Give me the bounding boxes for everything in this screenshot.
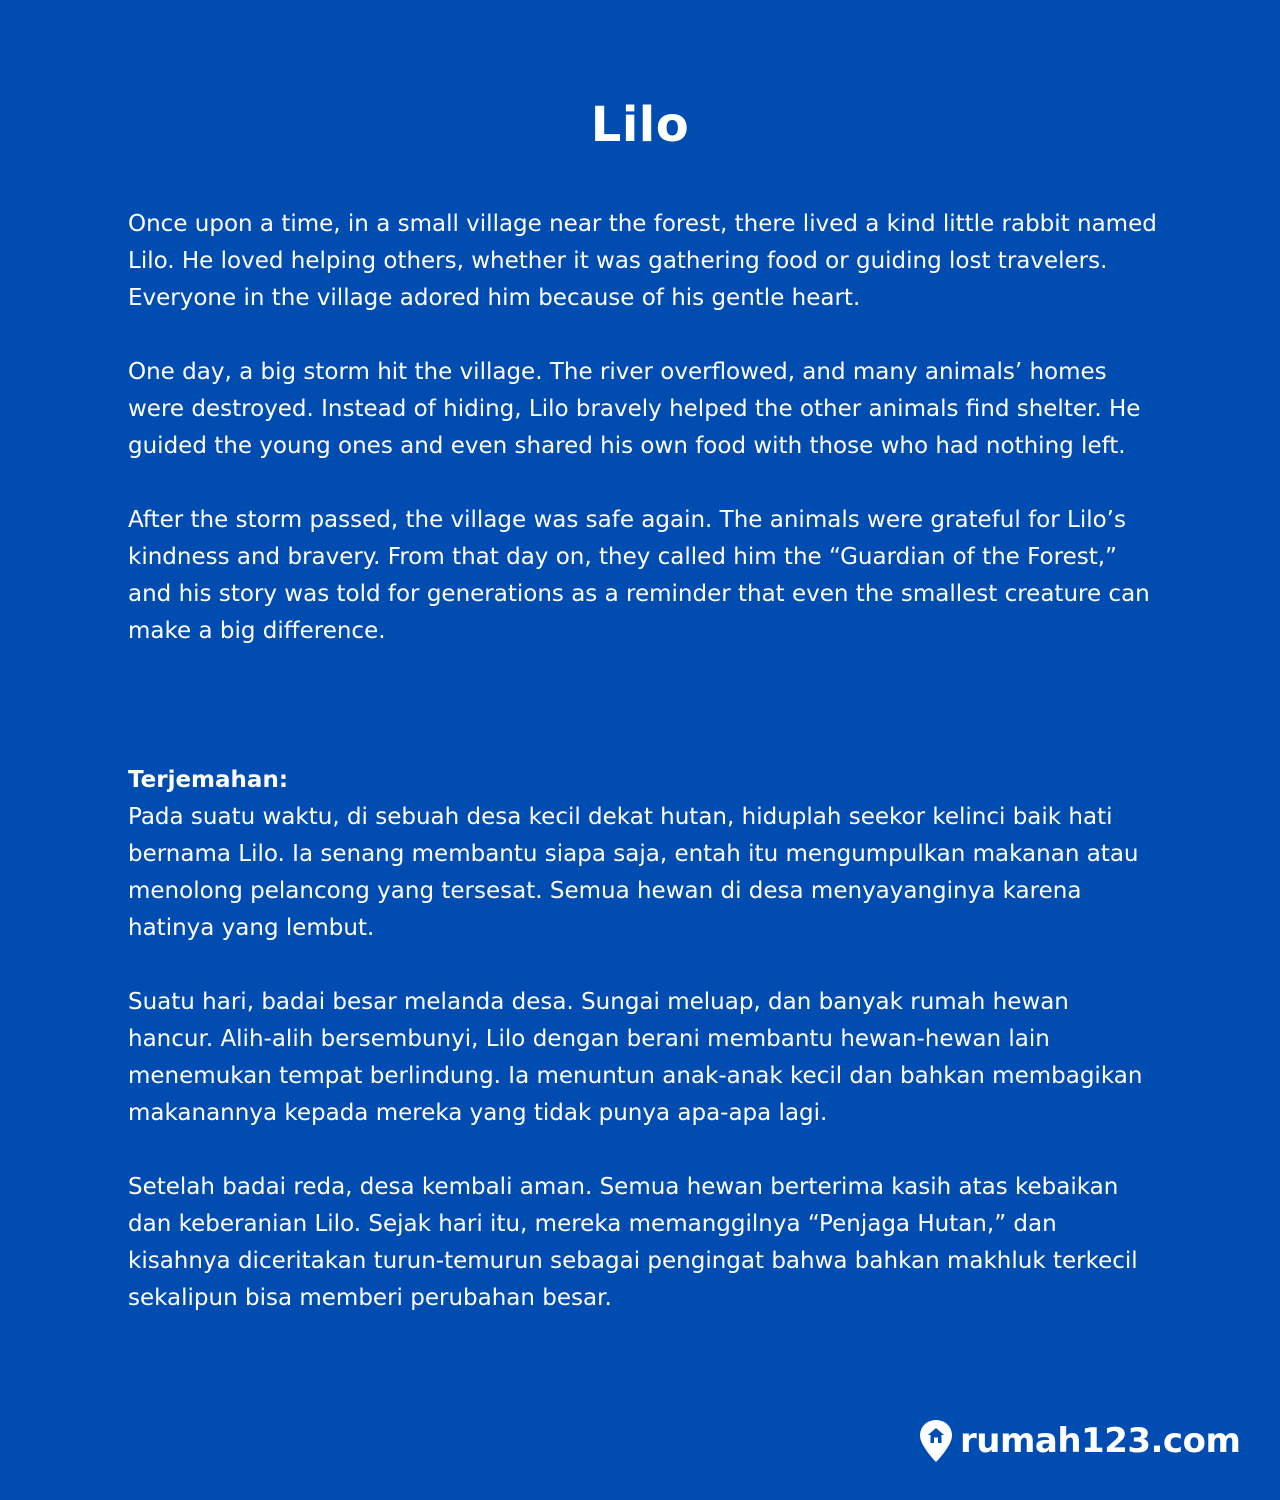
translation-paragraph: Setelah badai reda, desa kembali aman. Semua hewan berterima kasih atas kebaikan dan keberanian Lilo. Sejak hari itu, mereka memanggilnya “Penjaga Hutan,” dan kisahnya diceritakan turun-temurun sebagai pengingat bahwa bahkan makhluk terkecil sekalipun bisa memberi perubahan besar. — [128, 1174, 1138, 1311]
translation-paragraph: Suatu hari, badai besar melanda desa. Sungai meluap, dan banyak rumah hewan hancur. Alih-alih bersembunyi, Lilo dengan berani membantu hewan-hewan lain menemukan tempat berlindung. Ia menuntun anak-anak kecil dan bahkan membagikan makanannya kepada mereka yang tidak punya apa-apa lagi. — [128, 989, 1143, 1126]
translation-section — [128, 762, 1158, 1354]
story-body — [128, 206, 1158, 687]
page-title: Lilo — [590, 97, 690, 153]
story-paragraph: One day, a big storm hit the village. The river overflowed, and many animals’ homes were destroyed. Instead of hiding, Lilo bravely helped the other animals find shelter. He guided the young ones and even shared his own food with those who had nothing left. — [128, 359, 1141, 459]
story-paragraph: After the storm passed, the village was safe again. The animals were grateful for Lilo’s kindness and bravery. From that day on, they called him the “Guardian of the Forest,” and his story was told for generations as a reminder that even the smallest creature can make a big difference. — [128, 507, 1150, 644]
brand-wordmark: rumah123.com — [960, 1421, 1241, 1461]
location-pin-icon — [918, 1418, 954, 1464]
translation-label: Terjemahan: — [128, 767, 289, 793]
translation-paragraph: Pada suatu waktu, di sebuah desa kecil dekat hutan, hiduplah seekor kelinci baik hati bernama Lilo. Ia senang membantu siapa saja, entah itu mengumpulkan makanan atau menolong pelancong yang tersesat. Semua hewan di desa menyayanginya karena hatinya yang lembut. — [128, 804, 1139, 941]
story-paragraph: Once upon a time, in a small village near the forest, there lived a kind little rabbit named Lilo. He loved helping others, whether it was gathering food or guiding lost travelers. Everyone in the village adored him because of his gentle heart. — [128, 211, 1157, 311]
brand-logo — [918, 1416, 1240, 1466]
